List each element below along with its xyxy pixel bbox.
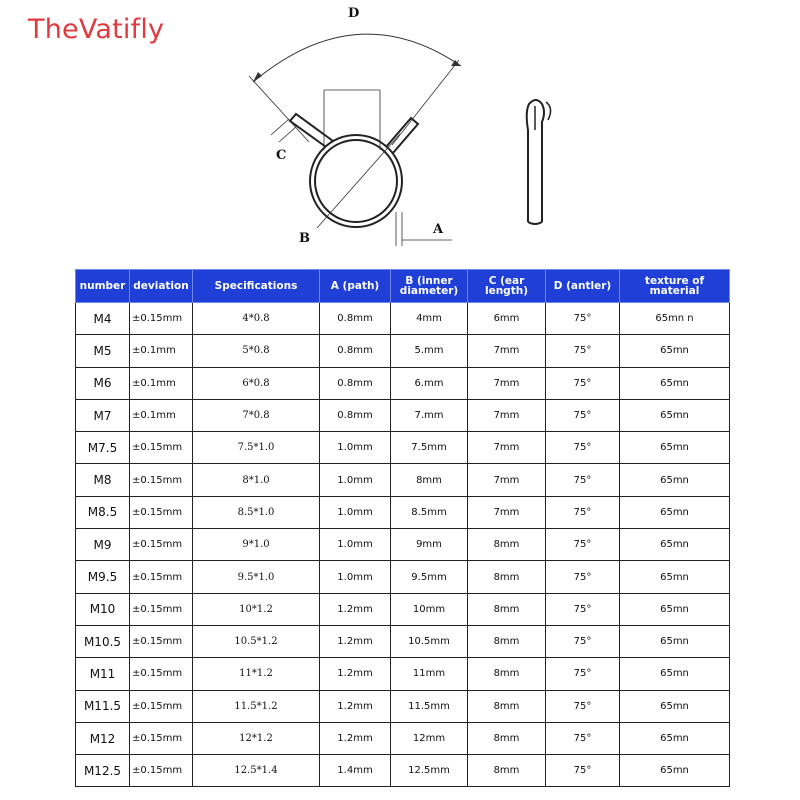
cell-b-inner-diameter: 8.5mm bbox=[391, 496, 468, 528]
cell-d-antler: 75° bbox=[546, 561, 620, 593]
header-deviation: deviation bbox=[130, 270, 193, 303]
brand-logo-text: TheVatifly bbox=[28, 14, 165, 45]
cell-specification: 10.5*1.2 bbox=[193, 625, 320, 657]
cell-material: 65mn bbox=[620, 690, 730, 722]
cell-c-ear-length: 7mm bbox=[468, 432, 546, 464]
cell-a-path: 1.0mm bbox=[320, 496, 391, 528]
cell-deviation: ±0.15mm bbox=[130, 722, 193, 754]
cell-material: 65mn bbox=[620, 529, 730, 561]
table-row bbox=[76, 496, 730, 528]
cell-a-path: 1.4mm bbox=[320, 755, 391, 787]
cell-d-antler: 75° bbox=[546, 496, 620, 528]
cell-c-ear-length: 7mm bbox=[468, 367, 546, 399]
cell-number: M12.5 bbox=[76, 755, 130, 787]
cell-a-path: 1.2mm bbox=[320, 658, 391, 690]
cell-c-ear-length: 8mm bbox=[468, 658, 546, 690]
cell-b-inner-diameter: 7.mm bbox=[391, 399, 468, 431]
cell-specification: 10*1.2 bbox=[193, 593, 320, 625]
cell-material: 65mn bbox=[620, 561, 730, 593]
cell-specification: 8*1.0 bbox=[193, 464, 320, 496]
cell-d-antler: 75° bbox=[546, 399, 620, 431]
cell-a-path: 0.8mm bbox=[320, 303, 391, 335]
cell-number: M10.5 bbox=[76, 625, 130, 657]
cell-a-path: 0.8mm bbox=[320, 367, 391, 399]
cell-b-inner-diameter: 6.mm bbox=[391, 367, 468, 399]
cell-deviation: ±0.1mm bbox=[130, 399, 193, 431]
cell-number: M9 bbox=[76, 529, 130, 561]
dimension-label-d: D bbox=[348, 6, 360, 21]
cell-b-inner-diameter: 9.5mm bbox=[391, 561, 468, 593]
cell-material: 65mn bbox=[620, 658, 730, 690]
cell-c-ear-length: 7mm bbox=[468, 496, 546, 528]
table-row bbox=[76, 529, 730, 561]
cell-specification: 7.5*1.0 bbox=[193, 432, 320, 464]
dimension-label-a: A bbox=[433, 222, 444, 237]
cell-b-inner-diameter: 12.5mm bbox=[391, 755, 468, 787]
cell-d-antler: 75° bbox=[546, 722, 620, 754]
cell-b-inner-diameter: 10mm bbox=[391, 593, 468, 625]
table-row bbox=[76, 658, 730, 690]
cell-number: M4 bbox=[76, 303, 130, 335]
cell-d-antler: 75° bbox=[546, 432, 620, 464]
cell-d-antler: 75° bbox=[546, 690, 620, 722]
cell-a-path: 1.0mm bbox=[320, 464, 391, 496]
cell-d-antler: 75° bbox=[546, 529, 620, 561]
cell-c-ear-length: 8mm bbox=[468, 561, 546, 593]
cell-material: 65mn bbox=[620, 722, 730, 754]
cell-c-ear-length: 6mm bbox=[468, 303, 546, 335]
cell-deviation: ±0.15mm bbox=[130, 303, 193, 335]
cell-specification: 7*0.8 bbox=[193, 399, 320, 431]
cell-specification: 8.5*1.0 bbox=[193, 496, 320, 528]
spring-clip-diagram bbox=[0, 0, 800, 270]
cell-material: 65mn bbox=[620, 399, 730, 431]
cell-material: 65mn bbox=[620, 464, 730, 496]
cell-c-ear-length: 8mm bbox=[468, 593, 546, 625]
table-row bbox=[76, 464, 730, 496]
table-row bbox=[76, 432, 730, 464]
cell-d-antler: 75° bbox=[546, 367, 620, 399]
cell-b-inner-diameter: 9mm bbox=[391, 529, 468, 561]
cell-number: M11 bbox=[76, 658, 130, 690]
cell-c-ear-length: 8mm bbox=[468, 755, 546, 787]
cell-material: 65mn bbox=[620, 755, 730, 787]
table-row bbox=[76, 335, 730, 367]
cell-number: M5 bbox=[76, 335, 130, 367]
cell-number: M12 bbox=[76, 722, 130, 754]
cell-material: 65mn bbox=[620, 593, 730, 625]
cell-material: 65mn bbox=[620, 625, 730, 657]
cell-deviation: ±0.15mm bbox=[130, 593, 193, 625]
cell-d-antler: 75° bbox=[546, 755, 620, 787]
cell-a-path: 0.8mm bbox=[320, 335, 391, 367]
cell-c-ear-length: 8mm bbox=[468, 722, 546, 754]
cell-a-path: 1.0mm bbox=[320, 432, 391, 464]
cell-deviation: ±0.15mm bbox=[130, 561, 193, 593]
cell-specification: 11*1.2 bbox=[193, 658, 320, 690]
cell-material: 65mn bbox=[620, 367, 730, 399]
cell-specification: 6*0.8 bbox=[193, 367, 320, 399]
cell-b-inner-diameter: 8mm bbox=[391, 464, 468, 496]
cell-c-ear-length: 7mm bbox=[468, 399, 546, 431]
cell-b-inner-diameter: 10.5mm bbox=[391, 625, 468, 657]
cell-deviation: ±0.15mm bbox=[130, 755, 193, 787]
table-row bbox=[76, 303, 730, 335]
cell-deviation: ±0.15mm bbox=[130, 529, 193, 561]
cell-deviation: ±0.1mm bbox=[130, 335, 193, 367]
cell-d-antler: 75° bbox=[546, 593, 620, 625]
cell-deviation: ±0.1mm bbox=[130, 367, 193, 399]
cell-a-path: 1.2mm bbox=[320, 722, 391, 754]
cell-a-path: 1.2mm bbox=[320, 690, 391, 722]
cell-b-inner-diameter: 7.5mm bbox=[391, 432, 468, 464]
cell-deviation: ±0.15mm bbox=[130, 625, 193, 657]
cell-specification: 9*1.0 bbox=[193, 529, 320, 561]
cell-b-inner-diameter: 4mm bbox=[391, 303, 468, 335]
header-b-inner-diameter: B (inner diameter) bbox=[391, 270, 468, 303]
cell-a-path: 1.2mm bbox=[320, 593, 391, 625]
table-header-row bbox=[76, 270, 730, 303]
cell-number: M8.5 bbox=[76, 496, 130, 528]
cell-c-ear-length: 8mm bbox=[468, 529, 546, 561]
cell-number: M10 bbox=[76, 593, 130, 625]
cell-a-path: 0.8mm bbox=[320, 399, 391, 431]
cell-number: M11.5 bbox=[76, 690, 130, 722]
cell-b-inner-diameter: 5.mm bbox=[391, 335, 468, 367]
table-row bbox=[76, 690, 730, 722]
header-number: number bbox=[76, 270, 130, 303]
cell-c-ear-length: 8mm bbox=[468, 690, 546, 722]
cell-specification: 4*0.8 bbox=[193, 303, 320, 335]
cell-a-path: 1.0mm bbox=[320, 561, 391, 593]
cell-deviation: ±0.15mm bbox=[130, 496, 193, 528]
cell-deviation: ±0.15mm bbox=[130, 658, 193, 690]
cell-material: 65mn bbox=[620, 335, 730, 367]
table-body bbox=[76, 303, 730, 787]
header-d-antler: D (antler) bbox=[546, 270, 620, 303]
cell-number: M8 bbox=[76, 464, 130, 496]
cell-d-antler: 75° bbox=[546, 625, 620, 657]
cell-d-antler: 75° bbox=[546, 658, 620, 690]
cell-number: M6 bbox=[76, 367, 130, 399]
cell-specification: 5*0.8 bbox=[193, 335, 320, 367]
table-row bbox=[76, 755, 730, 787]
cell-c-ear-length: 8mm bbox=[468, 625, 546, 657]
header-specifications: Specifications bbox=[193, 270, 320, 303]
table-row bbox=[76, 561, 730, 593]
table-row bbox=[76, 399, 730, 431]
table-row bbox=[76, 722, 730, 754]
header-texture-of-material: texture of material bbox=[620, 270, 730, 303]
cell-d-antler: 75° bbox=[546, 464, 620, 496]
cell-number: M7 bbox=[76, 399, 130, 431]
cell-specification: 11.5*1.2 bbox=[193, 690, 320, 722]
cell-b-inner-diameter: 11.5mm bbox=[391, 690, 468, 722]
cell-c-ear-length: 7mm bbox=[468, 335, 546, 367]
cell-material: 65mn n bbox=[620, 303, 730, 335]
cell-deviation: ±0.15mm bbox=[130, 432, 193, 464]
cell-deviation: ±0.15mm bbox=[130, 464, 193, 496]
specification-table bbox=[75, 269, 730, 787]
cell-material: 65mn bbox=[620, 432, 730, 464]
header-a-path: A (path) bbox=[320, 270, 391, 303]
table-row bbox=[76, 593, 730, 625]
cell-c-ear-length: 7mm bbox=[468, 464, 546, 496]
cell-d-antler: 75° bbox=[546, 335, 620, 367]
cell-b-inner-diameter: 11mm bbox=[391, 658, 468, 690]
cell-number: M9.5 bbox=[76, 561, 130, 593]
cell-a-path: 1.2mm bbox=[320, 625, 391, 657]
cell-specification: 9.5*1.0 bbox=[193, 561, 320, 593]
cell-specification: 12*1.2 bbox=[193, 722, 320, 754]
cell-specification: 12.5*1.4 bbox=[193, 755, 320, 787]
cell-material: 65mn bbox=[620, 496, 730, 528]
cell-a-path: 1.0mm bbox=[320, 529, 391, 561]
cell-number: M7.5 bbox=[76, 432, 130, 464]
table-row bbox=[76, 625, 730, 657]
spring-clip-drawing bbox=[0, 0, 800, 270]
cell-d-antler: 75° bbox=[546, 303, 620, 335]
header-c-ear-length: C (ear length) bbox=[468, 270, 546, 303]
table-row bbox=[76, 367, 730, 399]
cell-b-inner-diameter: 12mm bbox=[391, 722, 468, 754]
cell-deviation: ±0.15mm bbox=[130, 690, 193, 722]
dimension-label-c: C bbox=[276, 148, 287, 163]
dimension-label-b: B bbox=[299, 231, 310, 246]
